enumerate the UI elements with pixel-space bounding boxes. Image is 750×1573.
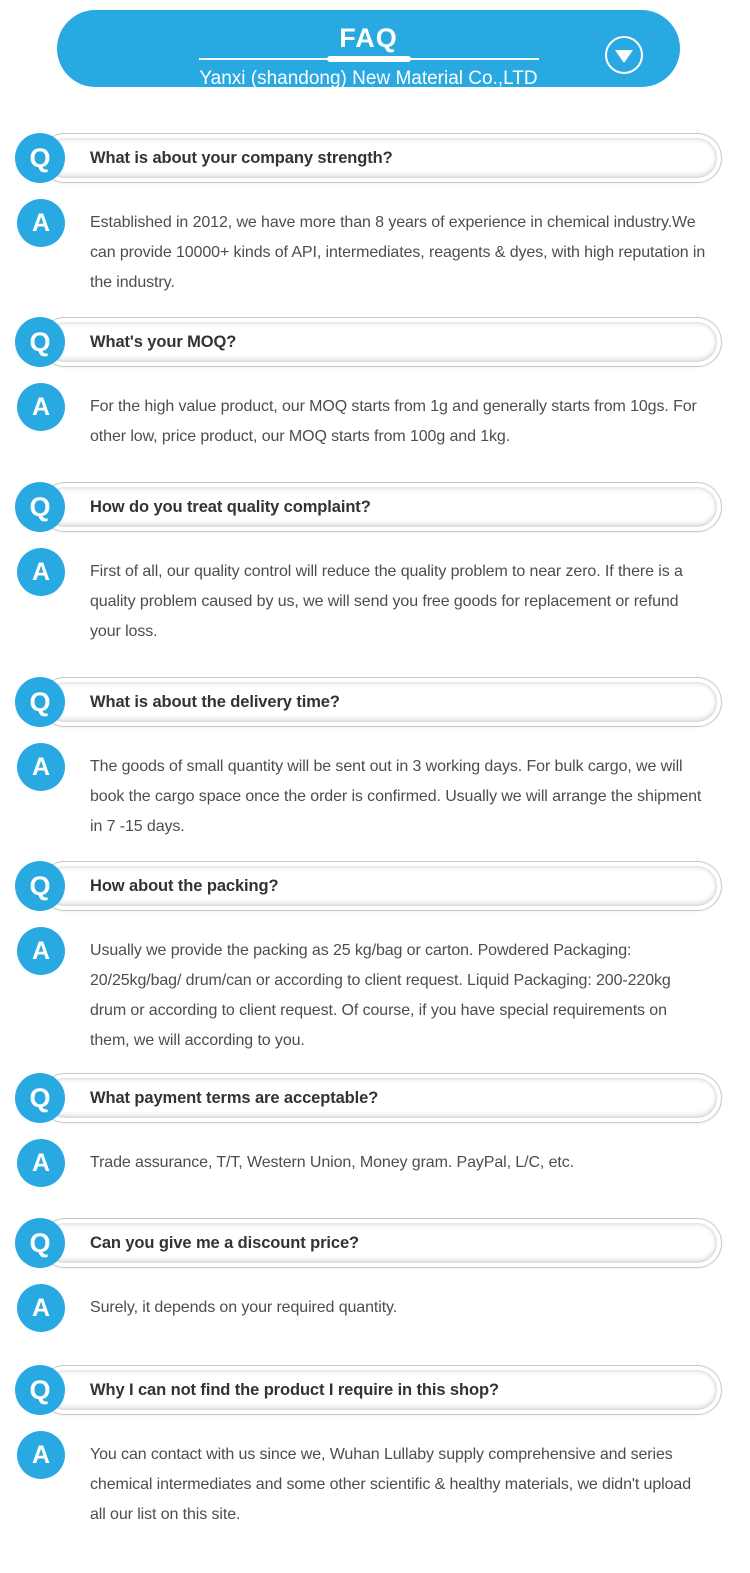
faq-item (0, 677, 750, 835)
faq-item (0, 133, 750, 291)
answer-text: The goods of small quantity will be sent out in 3 working days. For bulk cargo, we will book the cargo space once the order is confirmed. Usually we will arrange the shipment in 7 -15 days. (90, 758, 702, 835)
question-text: Can you give me a discount price? (90, 1233, 360, 1252)
company-name: Yanxi (shandong) New Material Co.,LTD (199, 68, 538, 89)
question-pill (40, 317, 722, 367)
question-text: How do you treat quality complaint? (90, 497, 371, 516)
answer-text: First of all, our quality control will reduce the quality problem to near zero. If there is a quality problem caused by us, we will send you free goods for replacement or refund your loss. (90, 563, 683, 640)
faq-item (0, 1365, 750, 1523)
a-badge: A (17, 1284, 65, 1332)
answer-text: Usually we provide the packing as 25 kg/bag or carton. Powdered Packaging: 20/25kg/bag/ drum/can or according to client request. Liquid Packaging: 200-220kg drum or according to client request. Of course, if you have special requirements on them, we will according to you. (90, 942, 671, 1049)
chevron-down-icon (615, 50, 633, 63)
question-pill (40, 482, 722, 532)
q-badge: Q (15, 1073, 65, 1123)
a-badge: A (17, 548, 65, 596)
q-badge: Q (15, 1218, 65, 1268)
answer-text: For the high value product, our MOQ starts from 1g and generally starts from 10gs. For other low, price product, our MOQ starts from 100g and 1kg. (90, 398, 697, 445)
a-badge: A (17, 199, 65, 247)
question-pill (40, 1073, 722, 1123)
collapse-button[interactable] (605, 36, 643, 74)
question-pill (40, 1218, 722, 1268)
faq-item (0, 482, 750, 640)
question-pill (40, 861, 722, 911)
question-text: Why I can not find the product I require in this shop? (90, 1380, 499, 1399)
question-pill (40, 1365, 722, 1415)
q-badge: Q (15, 133, 65, 183)
question-text: How about the packing? (90, 876, 279, 895)
faq-item (0, 861, 750, 1049)
page-title: FAQ (339, 23, 398, 53)
title-divider (199, 58, 539, 60)
question-text: What is about the delivery time? (90, 692, 340, 711)
answer-text: Surely, it depends on your required quantity. (90, 1299, 398, 1316)
a-badge: A (17, 383, 65, 431)
q-badge: Q (15, 482, 65, 532)
faq-item (0, 1073, 750, 1177)
q-badge: Q (15, 1365, 65, 1415)
faq-header (57, 10, 680, 87)
question-pill (40, 677, 722, 727)
faq-item (0, 1218, 750, 1322)
question-text: What is about your company strength? (90, 148, 393, 167)
a-badge: A (17, 1431, 65, 1479)
a-badge: A (17, 1139, 65, 1187)
q-badge: Q (15, 317, 65, 367)
a-badge: A (17, 743, 65, 791)
question-text: What payment terms are acceptable? (90, 1088, 379, 1107)
answer-text: You can contact with us since we, Wuhan Lullaby supply comprehensive and series chemical intermediates and some other scientific & healthy materials, we didn't upload all our list on this site. (90, 1446, 691, 1523)
a-badge: A (17, 927, 65, 975)
faq-item (0, 317, 750, 445)
answer-text: Established in 2012, we have more than 8 years of experience in chemical industry.We can provide 10000+ kinds of API, intermediates, reagents & dyes, with high reputation in the industry. (90, 214, 706, 291)
question-pill (40, 133, 722, 183)
question-text: What's your MOQ? (90, 332, 237, 351)
answer-text: Trade assurance, T/T, Western Union, Money gram. PayPal, L/C, etc. (90, 1154, 574, 1171)
q-badge: Q (15, 677, 65, 727)
title-divider-accent (327, 56, 411, 62)
q-badge: Q (15, 861, 65, 911)
